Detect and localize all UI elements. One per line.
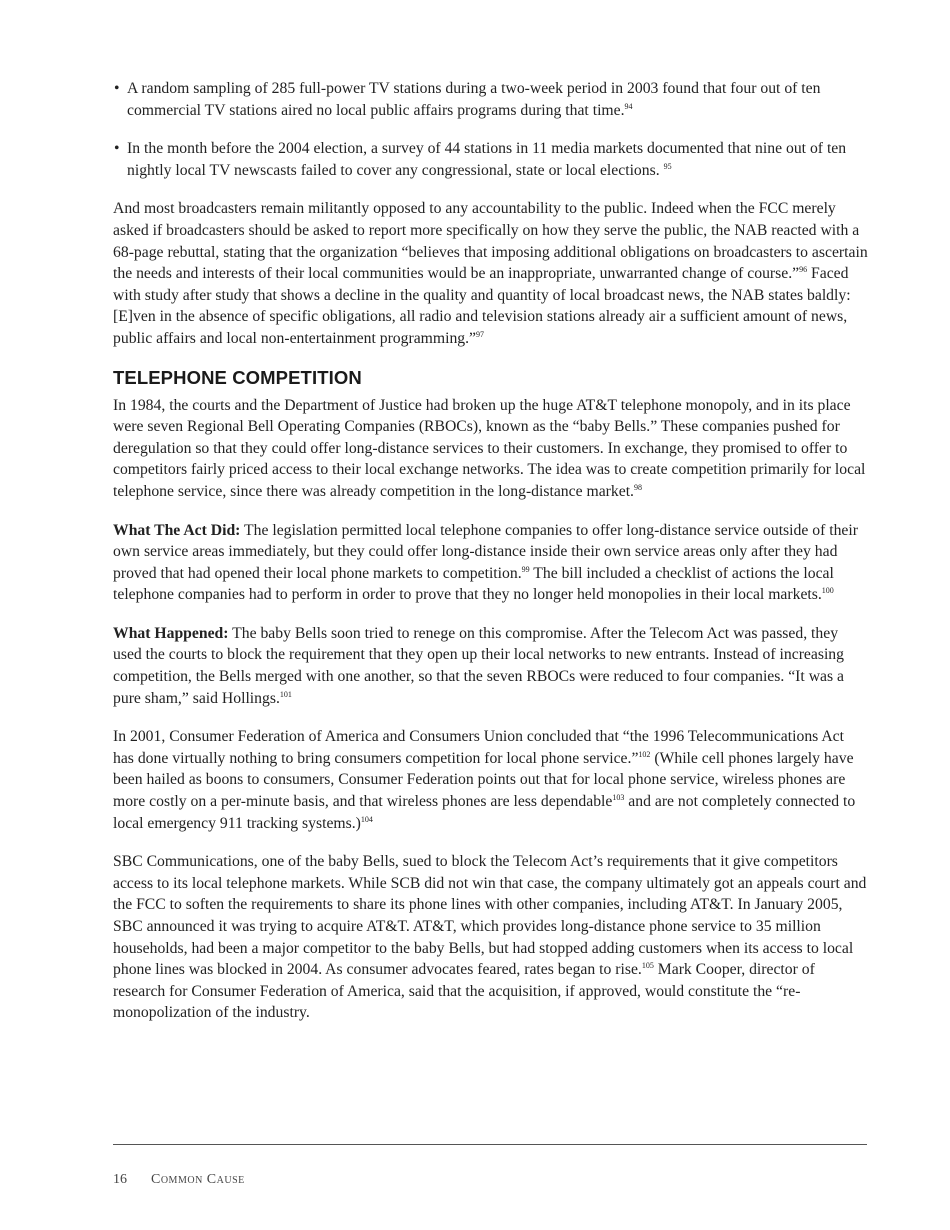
footnote-ref: 96 [799, 264, 808, 274]
paragraph-broadcasters: And most broadcasters remain militantly opposed to any accountability to the public. Indeed when the FCC merely asked if broadcasters should be asked to report more specifically on how they serve the public, the NAB reacted with a 68-page rebuttal, stating that the organization “believes that imposing additional obligations on broadcasters to ascertain the needs and interests of their local communities would be an inappropriate, unwarranted change of course.”$^{96}$ Faced with study after study that shows a decline in the quality and quantity of local broadcast news, the NAB states baldly: [E]ven in the absence of specific obligations, all radio and television stations already air a sufficient amount of news, public affairs and local non-entertainment programming.”$^{97}$ [113, 200, 868, 347]
run-in-heading: What The Act Did: [113, 521, 241, 539]
section-heading: TELEPHONE COMPETITION [113, 366, 362, 388]
footnote-ref: 99 [521, 564, 530, 574]
paragraph-act-did: What The Act Did: The legislation permitted local telephone companies to offer long-distance service outside of their own service areas immediately, but they could offer long-distance inside their own service areas only after they had proved that had opened their local phone markets to competition.$^{99}$ The bill included a checklist of actions the local telephone companies had to perform in order to prove that they no longer held monopolies in their local markets.$^{100}$ [113, 521, 858, 604]
bullet-item [113, 78, 868, 121]
page-number: 16 [113, 1172, 127, 1187]
bullet-item [113, 138, 868, 181]
paragraph-sbc: SBC Communications, one of the baby Bells, sued to block the Telecom Act’s requirements that it give competitors access to its local telephone markets. While SCB did not win that case, the company ultimately got an appeals court and the FCC to soften the requirements to share its phone lines with other companies, including AT&T. In January 2005, SBC announced it was trying to acquire AT&T. AT&T, which provides long-distance phone service to 35 million households, had been a major competitor to the baby Bells, but had stopped adding customers when its access to local phone lines was blocked in 2004. As consumer advocates feared, rates began to rise.$^{105}$ Mark Cooper, director of research for Consumer Federation of America, said that the acquisition, if approved, would constitute the “re-monopolization of the industry. [113, 853, 867, 1022]
bullet-text: A random sampling of 285 full-power TV stations during a two-week period in 2003 found that four out of ten commercial TV stations aired no local public affairs programs during that time. [127, 80, 821, 119]
footnote-ref: 104 [360, 814, 373, 824]
bullet-dot: • [114, 80, 120, 97]
paragraph-history: In 1984, the courts and the Department of Justice had broken up the huge AT&T telephone monopoly, and in its place were seven Regional Bell Operating Companies (RBOCs), known as the “baby Bells.” These companies pushed for deregulation so that they could offer long-distance services to their customers. In exchange, they promised to offer to competitors fairly priced access to their local exchange networks. The idea was to create competition primarily for local telephone service, since there was already competition in the long-distance market.$^{98}$ [113, 396, 866, 500]
footnote-ref: 101 [279, 689, 292, 699]
footnote-ref: 105 [641, 960, 654, 970]
footnote-ref: 98 [633, 482, 642, 492]
run-in-heading: What Happened: [113, 624, 229, 642]
footnote-ref: 103 [612, 792, 625, 802]
footnote-ref: 100 [821, 586, 834, 596]
paragraph-consumer-federation: In 2001, Consumer Federation of America and Consumers Union concluded that “the 1996 Telecommunications Act has done virtually nothing to bring consumers competition for local phone service.”$^{102}$ (While cell phones largely have been hailed as boons to consumers, Consumer Federation points out that for local phone service, wireless phones are more costly on a per-minute basis, and that wireless phones are less dependable$^{103}$ and are not completely connected to local emergency 911 tracking systems.)$^{104}$ [113, 728, 856, 832]
footnote-ref: 97 [476, 329, 485, 339]
bullet-text: In the month before the 2004 election, a survey of 44 stations in 11 media markets documented that nine out of ten nightly local TV newscasts failed to cover any congressional, state or local elections. [127, 140, 847, 179]
paragraph-what-happened: What Happened: The baby Bells soon tried to renege on this compromise. After the Telecom Act was passed, they used the courts to block the requirement that they open up their local networks to new entrants. Instead of increasing competition, the Bells merged with one another, so that the seven RBOCs were reduced to four companies. “It was a pure sham,” said Hollings.$^{101}$ [113, 624, 844, 707]
publication-name: Common Cause [151, 1172, 245, 1187]
page-footer [113, 1172, 245, 1188]
footer-rule [113, 1144, 867, 1145]
footnote-ref: 102 [638, 749, 651, 759]
bullet-dot: • [114, 140, 120, 158]
page-body [113, 78, 868, 1041]
footnote-ref: 94 [624, 101, 633, 111]
footnote-ref: 95 [663, 161, 672, 171]
